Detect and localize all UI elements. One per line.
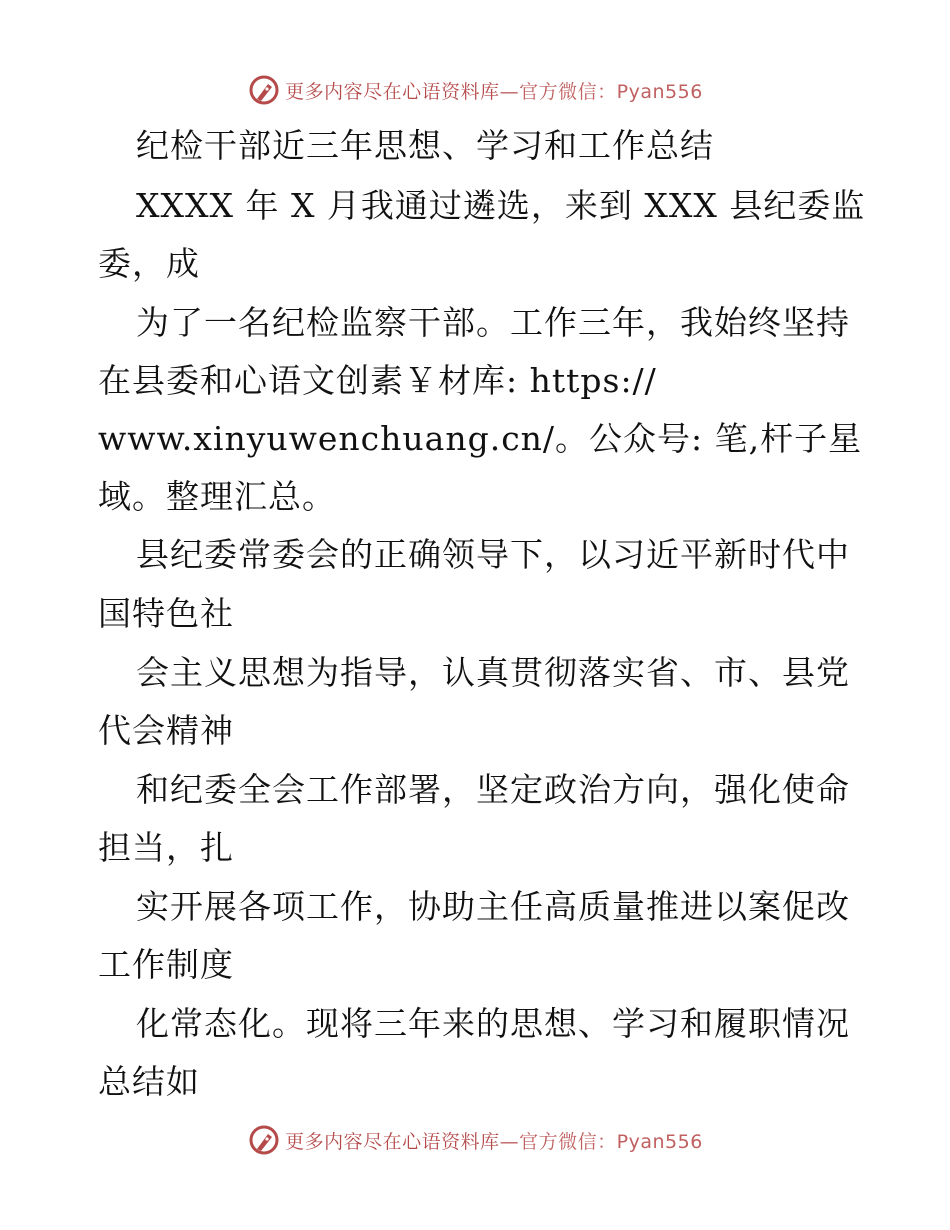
paragraph-line: 为了一名纪检监察干部。工作三年，我始终坚持 <box>136 303 850 342</box>
paragraph-line: 会主义思想为指导，认真贯彻落实省、市、县党 <box>136 653 850 692</box>
banner-text: 更多内容尽在心语资料库—官方微信：Pyan556 <box>285 1130 703 1153</box>
paragraph-line: 担当，扎 <box>98 828 234 867</box>
paragraph-line: 国特色社 <box>98 594 234 633</box>
pen-nib-circle-icon <box>247 73 281 107</box>
footer-banner <box>0 1120 950 1160</box>
paragraph-line: 在县委和心语文创素￥材库: https:// <box>98 361 657 400</box>
paragraph-line: 工作制度 <box>98 945 234 984</box>
paragraph-line: 代会精神 <box>98 711 234 750</box>
paragraph-line: 县纪委常委会的正确领导下，以习近平新时代中 <box>136 535 850 574</box>
document-title: 纪检干部近三年思想、学习和工作总结 <box>136 126 714 165</box>
header-banner <box>0 70 950 110</box>
paragraph-line: 实开展各项工作，协助主任高质量推进以案促改 <box>136 887 850 926</box>
paragraph-line: 域。整理汇总。 <box>98 477 336 516</box>
paragraph-line: 化常态化。现将三年来的思想、学习和履职情况 <box>136 1004 850 1043</box>
paragraph-line: 和纪委全会工作部署，坚定政治方向，强化使命 <box>136 770 850 809</box>
paragraph-line: XXXX 年 X 月我通过遴选，来到 XXX 县纪委监 <box>136 186 866 225</box>
pen-nib-circle-icon <box>247 1123 281 1157</box>
paragraph-line: 委，成 <box>98 244 200 283</box>
banner-text: 更多内容尽在心语资料库—官方微信：Pyan556 <box>285 80 703 103</box>
paragraph-line: 总结如 <box>98 1062 200 1101</box>
paragraph-line: www.xinyuwenchuang.cn/。公众号: 笔,杆子星 <box>98 419 863 458</box>
